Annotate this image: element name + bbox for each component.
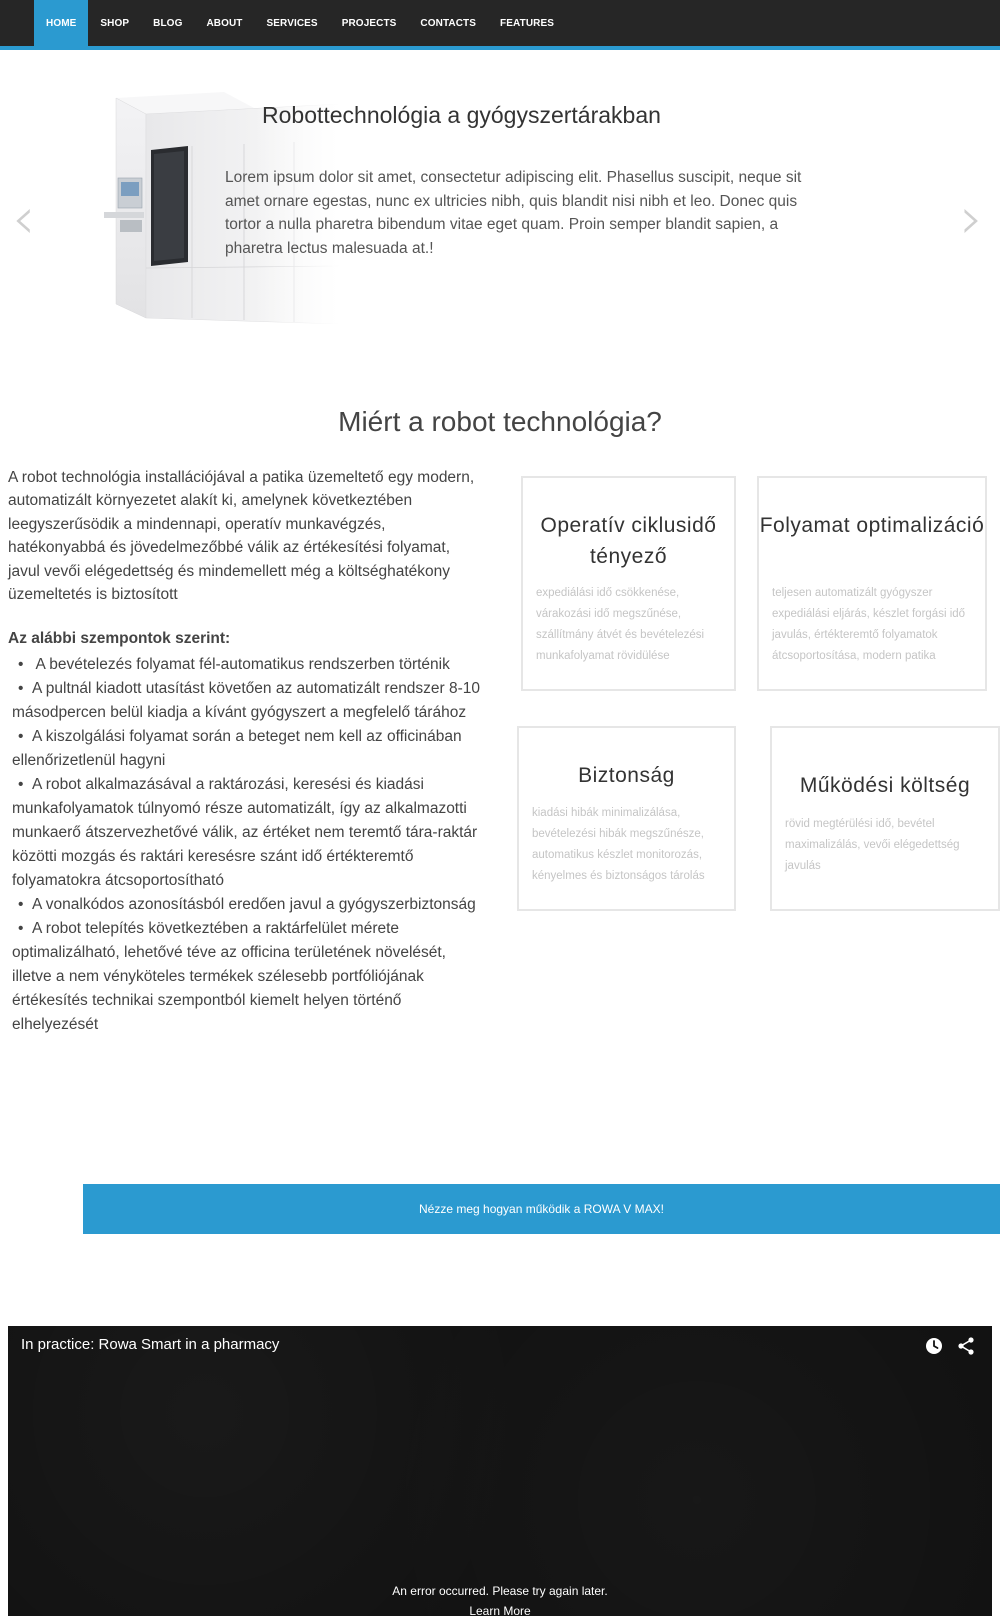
feature-card-cycle-time xyxy=(521,476,736,691)
nav-item-services[interactable]: SERVICES xyxy=(266,17,318,29)
feature-card-operating-cost xyxy=(770,726,1000,911)
nav-item-about[interactable]: ABOUT xyxy=(206,17,243,29)
card-text: expediálási idő csökkenése, várakozási idő megszűnése, szállítmány átvét és bevételezési munkafolyamat rövidülése xyxy=(536,587,705,662)
card-text: rövid megtérülési idő, bevétel maximalizálás, vevői elégedettség javulás xyxy=(785,818,960,872)
video-background xyxy=(8,1326,992,1616)
card-title: Folyamat optimalizáció xyxy=(759,514,985,537)
list-item-text: A pultnál kiadott utasítást követően az automatizált rendszer 8-10 másodpercen belül kiadja a kívánt gyógyszert a megfelelő tárához xyxy=(12,680,481,721)
share-icon[interactable] xyxy=(956,1336,976,1356)
nav-item-features[interactable]: FEATURES xyxy=(500,17,554,29)
video-player[interactable] xyxy=(8,1326,992,1616)
nav-item-shop[interactable]: SHOP xyxy=(100,17,130,29)
watch-demo-button[interactable]: Nézze meg hogyan működik a ROWA V MAX! xyxy=(83,1184,1000,1234)
section-title: Miért a robot technológia? xyxy=(338,406,662,437)
card-text: kiadási hibák minimalizálása, bevételezési hibák megszűnésze, automatikus készlet monitorozás, kényelmes és biztonságos tárolás xyxy=(532,807,705,882)
list-item-text: A bevételezés folyamat fél-automatikus rendszerben történik xyxy=(32,656,450,673)
clock-icon[interactable] xyxy=(924,1336,944,1356)
nav-item-projects[interactable]: PROJECTS xyxy=(341,17,397,29)
chevron-left-icon[interactable]: ‹ xyxy=(12,184,36,252)
list-item xyxy=(12,677,484,725)
feature-card-security xyxy=(517,726,736,911)
slide-title: Robottechnológia a gyógyszertárakban xyxy=(262,102,661,128)
nav-item-home[interactable]: HOME xyxy=(34,0,88,46)
list-item xyxy=(12,773,484,893)
list-item xyxy=(12,653,484,677)
bullet-icon: • xyxy=(18,920,24,937)
video-error-message: An error occurred. Please try again later. xyxy=(392,1584,608,1598)
list-item-text: A robot alkalmazásával a raktározási, keresési és kiadási munkafolyamatok túlnyomó része automatizált, így az alkalmazotti munkaerő átszervezhetővé válik, az értéket nem teremtő tára-raktár közötti mozgás és raktári keresésre szánt idő értékteremtő folyamatokra átcsoportosítható xyxy=(12,776,478,889)
bullet-icon: • xyxy=(18,776,24,793)
video-title[interactable]: In practice: Rowa Smart in a pharmacy xyxy=(21,1336,280,1353)
card-title: Operatív ciklusidő tényező xyxy=(540,514,717,568)
list-item-text: A vonalkódos azonosításból eredően javul a gyógyszerbiztonság xyxy=(32,896,476,913)
hero-slider xyxy=(0,54,1000,354)
bullet-icon: • xyxy=(18,680,24,697)
learn-more-link[interactable]: Learn More xyxy=(469,1604,531,1616)
card-text: teljesen automatizált gyógyszer expediálási eljárás, készlet forgási idő javulás, értékteremtő folyamatok átcsoportosítása, modern patika xyxy=(772,587,966,662)
list-item xyxy=(12,917,484,1037)
list-item-text: A kiszolgálási folyamat során a beteget nem kell az officinában ellenőrizetlenül hagyni xyxy=(12,728,462,769)
list-item xyxy=(12,725,484,773)
list-item xyxy=(12,893,484,917)
feature-card-process-optimization xyxy=(757,476,987,691)
top-navigation xyxy=(0,0,1000,50)
bullet-icon: • xyxy=(18,896,24,913)
intro-paragraph: A robot technológia installációjával a patika üzemeltető egy modern, automatizált környezetet alakít ki, amelynek következtében leegyszerűsödik a mindennapi, operatív munkavégzés, hatékonyabbá és jövedelmezőbbé válik az értékesítési folyamat, javul vevői elégedettség és mindemellett még a költséghatékony üzemeltetés is biztosított xyxy=(8,469,475,604)
nav-list xyxy=(0,0,1000,46)
video-actions xyxy=(924,1336,976,1356)
list-item-text: A robot telepítés következtében a raktárfelület mérete optimalizálható, lehetővé téve az officina területének növelését, illetve a nem vényköteles termékek szélesebb portfóliójának értékesítés technikai szempontból kiemelt helyen történő elhelyezését xyxy=(12,920,446,1033)
card-title: Működési költség xyxy=(799,774,971,797)
chevron-right-icon[interactable]: › xyxy=(960,184,984,252)
card-title: Biztonság xyxy=(578,764,675,787)
slide-text: Lorem ipsum dolor sit amet, consectetur adipiscing elit. Phasellus suscipit, neque sit amet ornare egestas, nunc ex ultricies nibh, quis blandit nisi nibh et leo. Donec quis tortor a nulla pharetra bibendum vitae eget quam. Proin semper blandit sapien, a pharetra lectus malesuada at.! xyxy=(225,169,802,257)
bullet-icon: • xyxy=(18,656,24,673)
bullet-icon: • xyxy=(18,728,24,745)
nav-item-contacts[interactable]: CONTACTS xyxy=(420,17,477,29)
criteria-heading: Az alábbi szempontok szerint: xyxy=(8,630,231,647)
criteria-list xyxy=(12,653,484,1037)
nav-item-blog[interactable]: BLOG xyxy=(153,17,183,29)
